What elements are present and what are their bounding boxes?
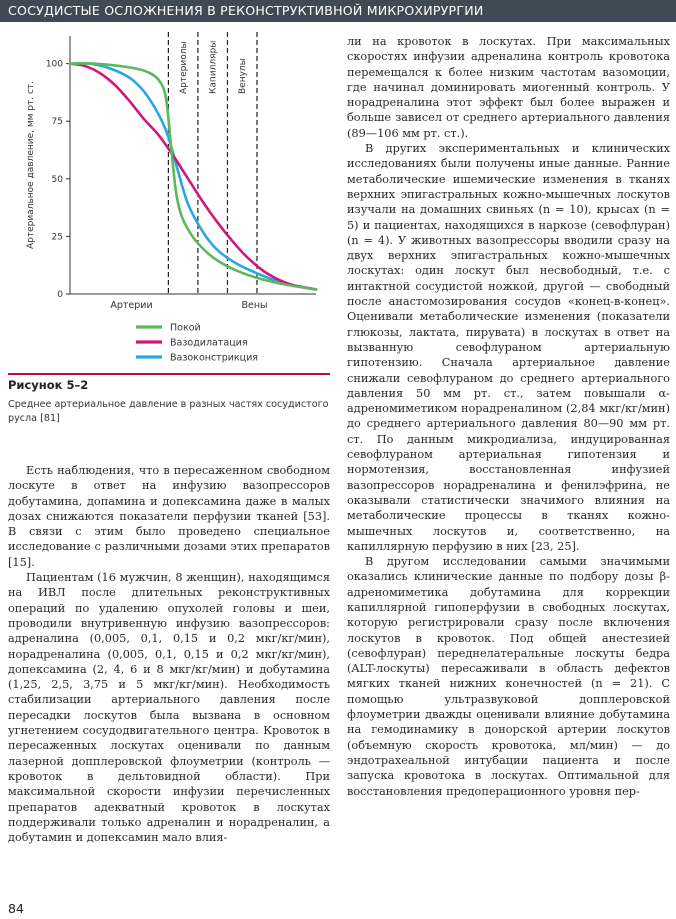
page-number: 84 (8, 901, 24, 916)
series-line (70, 63, 316, 289)
y-axis-label: Артериальное давление, мм рт. ст. (26, 80, 36, 250)
series-line (70, 64, 316, 290)
figure-caption: Среднее артериальное давление в разных частях сосудистого русла [81] (8, 399, 329, 424)
y-tick-label: 75 (51, 117, 63, 128)
region-label: Артериолы (179, 41, 190, 94)
paragraph: Пациентам (16 мужчин, 8 женщин), находящимся на ИВЛ после длительных реконструктивных операций по удалению опухолей головы и шеи, проводили внутривенную инфузию вазопрессоров: адреналина (0,005, 0,1, 0,15 и 0,2 мкг/кг/мин), норадреналина (0,005, 0,1, 0,15 и 0,2 мкг/кг/мин), допексамина (2, 4, 6 и 8 мкг/кг/мин) и добутамина (1,25, 2,5, 3,75 и 5 мкг/кг/мин). Необходимость стабилизации артериального давления после пересадки лоскутов была вызвана в основном угнетением сосудодвигательного центра. Кровоток в пересаженных лоскутах оценивали по данным лазерной допплеровской флоуметрии (контроль — кровоток в дельтовидной области). При максимальной скорости инфузии перечисленных препаратов адекватный кровоток в лоскутах поддерживали только адреналин и норадреналин, а добутамин и допексамин мало влия- (8, 571, 330, 845)
region-label: Венулы (238, 58, 249, 94)
chart-series (70, 63, 316, 289)
right-text-column (347, 34, 670, 799)
region-label: Капилляры (208, 40, 219, 94)
left-text-column (8, 463, 330, 845)
legend-label: Вазоконстрикция (170, 352, 259, 364)
paragraph: В других экспериментальных и клинических исследованиях были получены иные данные. Ранние метаболические ишемические изменения в тканях верхних эпигастральных кожно-мышечных лоскутов изучали на домашних свиньях (n = 10), крысах (n = 5) и пациентах, находящихся в наркозе (севофлуран) (n = 4). У животных вазопрессоры вводили сразу на двух верхних эпигастральных кожно-мышечных лоскутах: один лоскут был несвободный, т.е. с интактной сосудистой ножкой, другой — свободный после анастомозирования сосудов «конец-в-конец». Оценивали метаболические изменения (показатели глюкозы, лактата, пирувата) в лоскутах в ответ на вызванную севофлураном артериальную гипотензию. Сначала артериальное давление снижали севофлураном до среднего артериального давления 50 мм рт. ст., затем повышали α-адреномиметиком норадреналином (2,84 мкг/кг/мин) до среднего артериального давления 80—90 мм рт. ст. По данным микродиализа, индуцированная севофлураном артериальная гипотензия и нормотензия, восстановленная инфузией вазопрессоров норадреналина и фенилэфрина, не оказывали статистически значимого влияния на метаболические процессы в тканях кожно-мышечных лоскутов и, соответственно, на капиллярную перфузию в них [23, 25]. (347, 142, 670, 553)
chart-axes (26, 36, 316, 311)
series-line (70, 63, 316, 289)
pressure-chart (0, 22, 340, 372)
y-tick-label: 25 (51, 232, 63, 243)
y-tick-label: 0 (57, 290, 63, 300)
legend-label: Вазодилатация (170, 337, 248, 349)
figure-rule (8, 373, 330, 375)
paragraph: В другом исследовании самыми значимыми оказались клинические данные по подбору дозы β-адреномиметика добутамина для коррекции капиллярной гипоперфузии в свободных лоскутах, которую регистрировали сразу после включения лоскутов в кровоток. Под общей анестезией (севофлуран) переднелатеральные лоскуты бедра (ALT-лоскуты) пересаживали в область дефектов мягких тканей нижних конечностей (n = 21). С помощью ультразвуковой допплеровской флоуметрии дважды оценивали влияние добутамина на гемодинамику в донорской артерии лоскутов (объемную скорость кровотока, мл/мин) — до эндотрахеальной интубации пациента и после запуска кровотока в лоскутах. Оптимальной для восстановления предоперационного уровня пер- (347, 555, 670, 798)
chart-legend (136, 323, 258, 364)
x-axis-label: Вены (241, 300, 268, 311)
figure-label: Рисунок 5–2 (8, 378, 89, 392)
running-header-title: СОСУДИСТЫЕ ОСЛОЖНЕНИЯ В РЕКОНСТРУКТИВНОЙ МИКРОХИРУРГИИ (8, 3, 484, 18)
y-tick-label: 100 (45, 59, 63, 70)
y-tick-label: 50 (51, 174, 63, 185)
legend-label: Покой (170, 322, 201, 334)
paragraph: ли на кровоток в лоскутах. При максимальных скоростях инфузии адреналина контроль кровотока перемещался к более низким частотам вазомоции, где начинал доминировать миогенный контроль. У норадреналина этот эффект был более выражен и больше зависел от среднего артериального давления (89—106 мм рт. ст.). (347, 35, 670, 140)
paragraph: Есть наблюдения, что в пересаженном свободном лоскуте в ответ на инфузию вазопрессоров добутамина, допамина и допексамина даже в малых дозах снижаются показатели перфузии тканей [53]. В связи с этим было проведено специальное исследование с различными дозами этих препаратов [15]. (8, 464, 330, 569)
running-header (0, 0, 676, 22)
x-axis-label: Артерии (110, 300, 153, 311)
